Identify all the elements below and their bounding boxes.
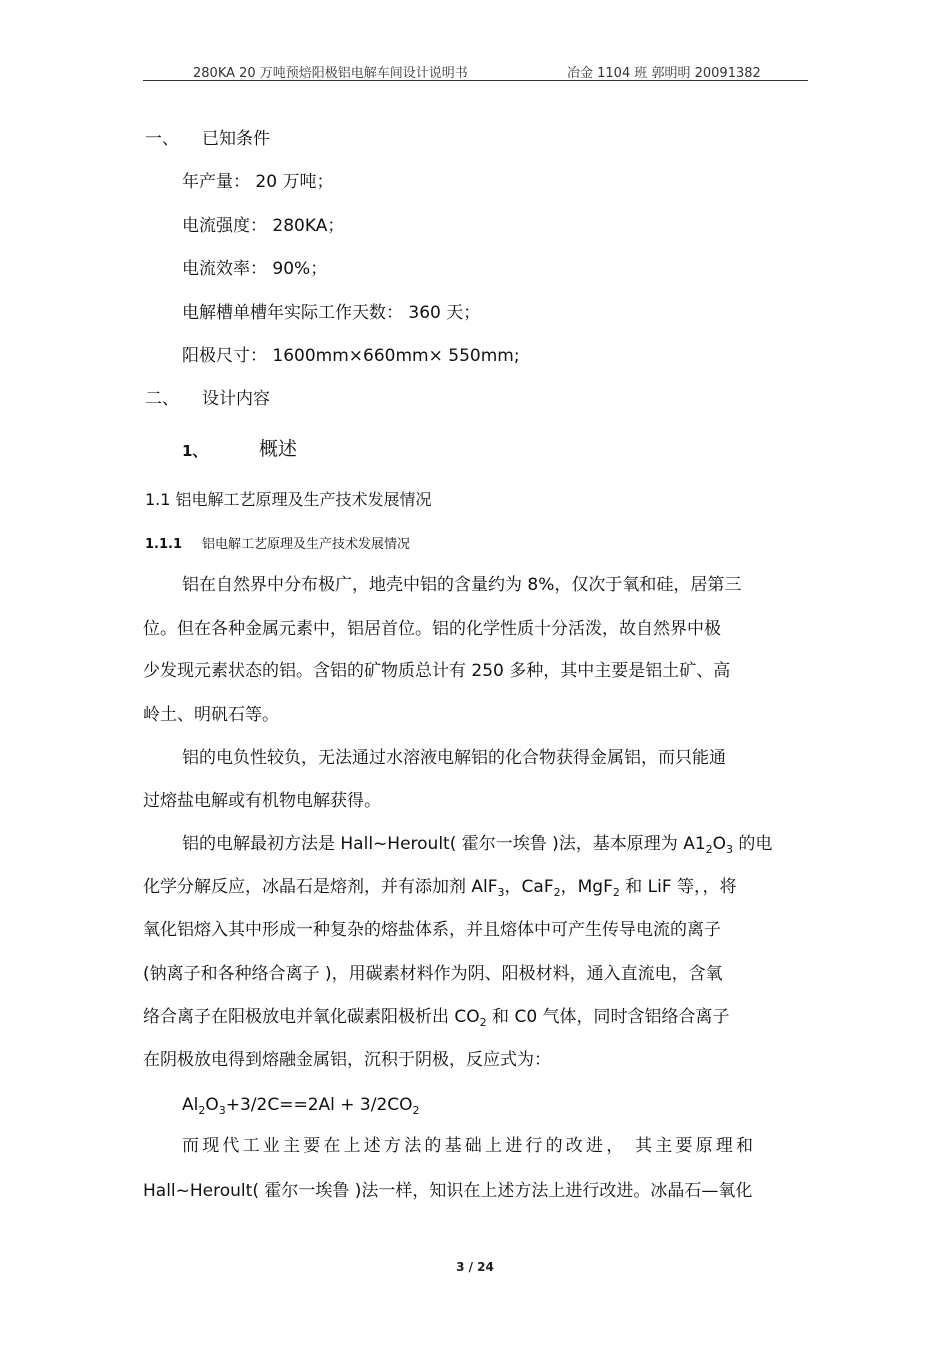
paragraph-3-line-4: (钠离子和各种络合离子 )，用碳素材料作为阴、阳极材料，通入直流电，含氧 — [143, 964, 723, 984]
paragraph-3-line-6: 在阴极放电得到熔融金属铝，沉积于阴极，反应式为： — [143, 1050, 551, 1070]
subscript: 2 — [479, 1016, 487, 1029]
heading-1-1-1-number: 1.1.1 — [145, 537, 183, 552]
heading-1-1-1-title: 铝电解工艺原理及生产技术发展情况 — [202, 537, 411, 552]
page-header — [143, 60, 808, 81]
header-author: 冶金 1104 班 郭明明 20091382 — [567, 66, 761, 81]
subscript: 2 — [412, 1104, 420, 1117]
paragraph-1-line-1: 铝在自然界中分布极广，地壳中铝的含量约为 8%，仅次于氧和硅，居第三 — [182, 575, 742, 595]
subscript: 2 — [612, 886, 620, 899]
header-title: 280KA 20 万吨预焙阳极铝电解车间设计说明书 — [193, 66, 468, 81]
condition-efficiency: 电流效率： 90%； — [182, 259, 328, 279]
text-run: O — [712, 834, 727, 854]
condition-anode-size: 阳极尺寸： 1600mm×660mm× 550mm; — [182, 346, 520, 366]
text-run: 化学分解反应，冰晶石是熔剂，并有添加剂 AlF — [143, 877, 498, 897]
section-2-number: 二、 — [145, 389, 179, 409]
text-run: O — [205, 1095, 219, 1115]
paragraph-1-line-3: 少发现元素状态的铝。含铝的矿物质总计有 250 多种，其中主要是铝土矿、高 — [143, 661, 731, 681]
subscript: 3 — [497, 886, 505, 899]
paragraph-1-line-4: 岭土、明矾石等。 — [143, 705, 279, 725]
text-run: 的电 — [733, 834, 773, 854]
paragraph-3-line-1 — [182, 833, 772, 861]
section-1-number: 一、 — [145, 129, 179, 149]
section-2-title: 设计内容 — [202, 389, 270, 409]
text-run: 和 LiF 等，，将 — [619, 877, 737, 897]
text-run: 和 C0 气体，同时含铝络合离子 — [486, 1007, 730, 1027]
subscript: 2 — [705, 843, 713, 856]
condition-current: 电流强度： 280KA； — [182, 216, 345, 236]
subscript: 3 — [218, 1104, 226, 1117]
text-run: 铝的电解最初方法是 Hall~Heroult( 霍尔一埃鲁 )法，基本原理为 A1 — [182, 834, 706, 854]
subscript: 3 — [726, 843, 734, 856]
heading-1-title: 概述 — [259, 438, 298, 460]
paragraph-3-line-2 — [143, 876, 737, 904]
text-run: ，MgF — [560, 877, 613, 897]
paragraph-4-line-1: 而现代工业主要在上述方法的基础上进行的改进， 其主要原理和 — [182, 1136, 757, 1156]
subscript: 2 — [198, 1104, 206, 1117]
condition-annual-output: 年产量： 20 万吨； — [182, 172, 334, 192]
text-run: 络合离子在阳极放电并氧化碳素阳极析出 CO — [143, 1007, 480, 1027]
text-run: Al — [182, 1095, 199, 1115]
paragraph-3-line-5 — [143, 1006, 730, 1034]
section-1-title: 已知条件 — [202, 129, 270, 149]
paragraph-2-line-1: 铝的电负性较负，无法通过水溶液电解铝的化合物获得金属铝，而只能通 — [182, 748, 726, 768]
page-number: 3 / 24 — [456, 1260, 494, 1274]
heading-1-1: 1.1 铝电解工艺原理及生产技术发展情况 — [145, 490, 432, 509]
condition-work-days: 电解槽单槽年实际工作天数： 360 天； — [182, 303, 481, 323]
paragraph-3-line-3: 氧化铝熔入其中形成一种复杂的熔盐体系，并且熔体中可产生传导电流的离子 — [143, 920, 721, 940]
paragraph-2-line-2: 过熔盐电解或有机物电解获得。 — [143, 791, 381, 811]
subscript: 2 — [553, 886, 561, 899]
heading-1-number: 1、 — [182, 442, 208, 460]
text-run: ，CaF — [504, 877, 554, 897]
paragraph-1-line-2: 位。但在各种金属元素中，铝居首位。铝的化学性质十分活泼，故自然界中极 — [143, 619, 721, 639]
text-run: +3/2C==2Al + 3/2CO — [225, 1095, 413, 1115]
reaction-equation — [182, 1094, 420, 1122]
paragraph-4-line-2: Hall~Heroult( 霍尔一埃鲁 )法一样，知识在上述方法上进行改进。冰晶石—氧化 — [143, 1181, 753, 1201]
